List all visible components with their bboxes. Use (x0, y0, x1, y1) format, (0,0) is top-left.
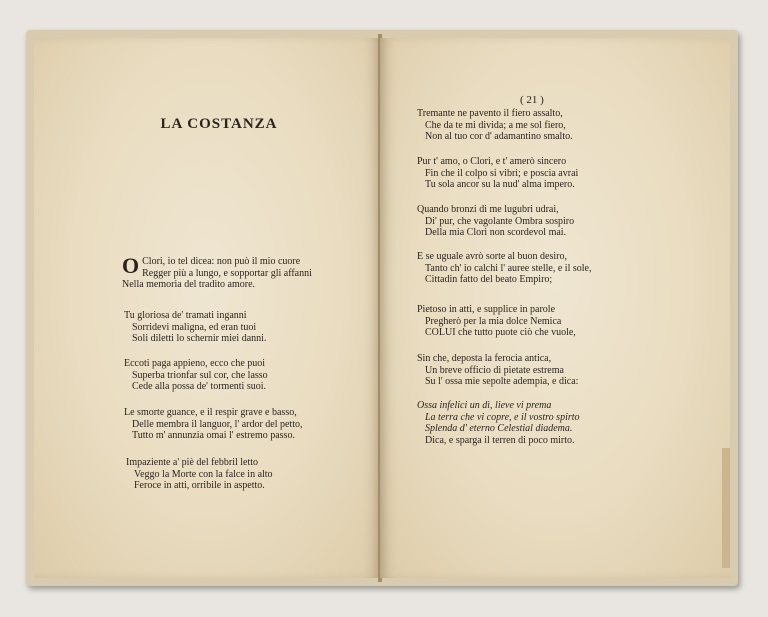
verse-line: Tanto ch' io calchi l' auree stelle, e il sole, (425, 262, 592, 274)
verse-line: Feroce in atti, orribile in aspetto. (134, 480, 265, 491)
verse-line: E se uguale avrò sorte al buon desiro, (417, 251, 567, 262)
verse-line: Della mia Clori non scordevol mai. (425, 227, 567, 238)
verse-line: Pregherò per la mia dolce Nemica (425, 315, 562, 327)
verse-line: Su l' ossa mie sepolte adempia, e dica: (425, 376, 579, 387)
verse-line: Dica, e sparga il terren di poco mirto. (425, 434, 575, 446)
verse-line: Pur t' amo, o Clori, e t' amerò sincero (417, 156, 567, 167)
verse-line: Delle membra il languor, l' ardor del petto, (132, 418, 303, 430)
verse-line: Tu gloriosa de' tramati inganni (124, 310, 247, 321)
stanza-4 (124, 407, 303, 442)
stanza-3 (124, 358, 268, 393)
open-book (26, 30, 738, 586)
verse-line: Sorridevi maligna, ed eran tuoi (132, 321, 257, 333)
poem-title: LA COSTANZA (160, 116, 278, 132)
stanza-2 (417, 156, 578, 191)
verse-line: Pietoso in atti, e supplice in parole (417, 304, 556, 315)
verse-line: Impaziente a' piè del febbril letto (126, 457, 259, 468)
verse-line: Sin che, deposta la ferocia antica, (417, 353, 552, 364)
verse-line: Clori, io tel dicea: non può il mio cuore (142, 256, 301, 267)
verse-line: Eccoti paga appieno, ecco che puoi (124, 358, 266, 369)
stanza-2 (124, 310, 266, 345)
stanza-5 (126, 457, 273, 492)
verse-line: La terra che vi copre, e il vostro spirto (425, 411, 580, 423)
verse-line: Soli diletti lo schernir miei danni. (132, 333, 267, 344)
right-page (380, 38, 730, 578)
stanza-1 (122, 253, 312, 291)
verse-line: Fin che il colpo si vibri; e poscia avrai (425, 167, 579, 179)
verse-line: Splenda d' eterno Celestial diadema. (425, 423, 573, 434)
verse-line: Le smorte guance, e il respir grave e basso, (124, 407, 297, 418)
verse-line: Non al tuo cor d' adamantino smalto. (425, 131, 573, 142)
verse-line: Di' pur, che vagolante Ombra sospiro (425, 215, 575, 227)
verse-line: Nella memoria del tradito amore. (122, 279, 256, 290)
stanza-4 (417, 251, 591, 286)
verse-line: Cede alla possa de' tormenti suoi. (132, 381, 266, 392)
verse-line: Cittadin fatto del beato Empiro; (425, 274, 553, 285)
stanza-1 (417, 108, 573, 143)
verse-line: Che da te mi divida; a me sol fiero, (425, 119, 566, 131)
verse-line: Regger più a lungo, e sopportar gli affanni (142, 267, 312, 279)
verse-line: Ossa infelici un dì, lieve vi prema (417, 400, 552, 411)
left-page (34, 38, 380, 578)
stanza-5 (417, 304, 576, 339)
verse-line: Tremante ne pavento il fiero assalto, (417, 108, 563, 119)
verse-line: Un breve officio di pietate estrema (425, 364, 564, 376)
drop-cap: O (122, 253, 140, 278)
worn-page-edge (722, 448, 730, 568)
stanza-3 (417, 204, 574, 239)
verse-line: COLUI che tutto puote ciò che vuole, (425, 327, 576, 338)
verse-line: Quando bronzi di me lugubri udrai, (417, 204, 559, 215)
verse-line: Superba trionfar sul cor, che lasso (132, 369, 268, 381)
stanza-6 (417, 353, 578, 388)
page-number: ( 21 ) (520, 94, 544, 106)
stanza-7 (417, 400, 580, 446)
verse-line: Veggo la Morte con la falce in alto (134, 468, 273, 480)
verse-line: Tu sola ancor su la nud' alma impero. (425, 179, 575, 190)
verse-line: Tutto m' annunzia omai l' estremo passo. (132, 430, 295, 441)
